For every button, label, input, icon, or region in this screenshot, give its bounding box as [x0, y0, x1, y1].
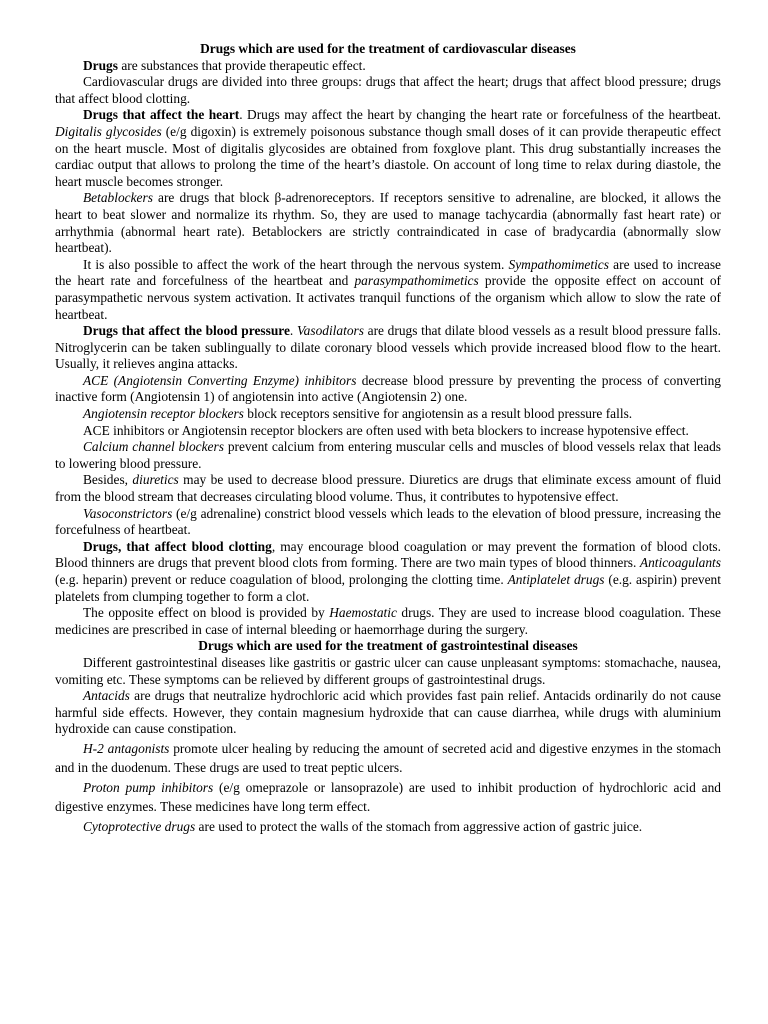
term-sympathomimetics: Sympathomimetics: [508, 256, 609, 272]
term-antiplatelet-drugs: Antiplatelet drugs: [507, 572, 605, 587]
term-antacids: Antacids: [83, 688, 130, 704]
paragraph-gi-diseases: Different gastrointestinal diseases like gastritis or gastric ulcer can cause unpleasant symptoms: stomachache, nausea, vomiting etc. These symptoms can be relieved by different groups of gastrointestinal drugs.: [55, 654, 721, 687]
paragraph-cardiovascular-groups: Cardiovascular drugs are divided into three groups: drugs that affect the heart; drugs that affect blood pressure; drugs that affect blood clotting.: [55, 74, 721, 106]
paragraph-h2-antagonists: H-2 antagonists promote ulcer healing by reducing the amount of secreted acid and digestive enzymes in the stomach and in the duodenum. These drugs are used to treat peptic ulcers.: [55, 740, 721, 775]
term-anticoagulants: Anticoagulants: [639, 555, 721, 571]
term-h2-antagonists: H-2 antagonists: [83, 740, 170, 756]
paragraph-ace-inhibitors: ACE (Angiotensin Converting Enzyme) inhibitors decrease blood pressure by preventing the process of converting inactive form (Angiotensin 1) of angiotensin into active (Angiotensin 2) one.: [55, 372, 721, 405]
term-haemostatic: Haemostatic: [329, 605, 397, 621]
term-cytoprotective-drugs: Cytoprotective drugs: [83, 818, 196, 834]
term-calcium-channel-blockers: Calcium channel blockers: [83, 439, 224, 455]
term-drugs-affect-heart: Drugs that affect the heart: [83, 107, 240, 123]
paragraph-diuretics: Besides, diuretics may be used to decrease blood pressure. Diuretics are drugs that eliminate excess amount of fluid from the blood stream that decreases circulating blood volume. Thus, it contributes to hypotensive effect.: [55, 472, 721, 505]
term-drugs-affect-blood-pressure: Drugs that affect the blood pressure: [83, 323, 290, 339]
paragraph-combination-therapy: ACE inhibitors or Angiotensin receptor blockers are often used with beta blockers to increase hypotensive effect.: [83, 422, 689, 438]
paragraph-blood-pressure-drugs: Drugs that affect the blood pressure. Vasodilators are drugs that dilate blood vessels as a result blood pressure falls. Nitroglycerin can be taken sublingually to dilate coronary blood vessels which provide increased blood flow to the heart. Usually, it relieves angina attacks.: [55, 323, 721, 372]
term-vasoconstrictors: Vasoconstrictors: [83, 505, 173, 521]
paragraph-angiotensin-receptor-blockers: Angiotensin receptor blockers block receptors sensitive for angiotensin as a result blood pressure falls.: [83, 406, 633, 422]
paragraph-proton-pump-inhibitors: Proton pump inhibitors (e/g omeprazole or lansoprazole) are used to inhibit production of hydrochloric acid and digestive enzymes. These medicines have long term effect.: [55, 779, 721, 814]
paragraph-haemostatic: The opposite effect on blood is provided by Haemostatic drugs. They are used to increase blood coagulation. These medicines are prescribed in case of internal bleeding or haemorrhage during the surgery.: [55, 605, 721, 637]
term-diuretics: diuretics: [132, 472, 179, 488]
paragraph-nervous-system: It is also possible to affect the work of the heart through the nervous system. Sympathomimetics are used to increase the heart rate and forcefulness of the heartbeat and parasympathomimetics provide the opposite effect on account of parasympathetic nervous system activation. It activates tranquil functions of the organism which allow to slow the rate of heartbeat.: [55, 256, 721, 322]
term-drugs-affect-blood-clotting: Drugs, that affect blood clotting: [83, 538, 272, 554]
paragraph-cytoprotective-drugs: Cytoprotective drugs are used to protect the walls of the stomach from aggressive action of gastric juice.: [83, 818, 643, 834]
paragraph-blood-clotting: Drugs, that affect blood clotting, may encourage blood coagulation or may prevent the formation of blood clots. Blood thinners are drugs that prevent blood clots from forming. There are two main types of blood thinners. Anticoagulants (e.g. heparin) prevent or reduce coagulation of blood, prolonging the clotting time. Antiplatelet drugs (e.g. aspirin) prevent platelets from clumping together to form a clot.: [55, 538, 721, 604]
term-drugs: Drugs: [83, 57, 118, 73]
paragraph-vasoconstrictors: Vasoconstrictors (e/g adrenaline) constrict blood vessels which leads to the elevation of blood pressure, increasing the forcefulness of heartbeat.: [55, 505, 721, 538]
term-ace-inhibitors: ACE (Angiotensin Converting Enzyme) inhibitors: [83, 372, 357, 388]
term-parasympathomimetics: parasympathomimetics: [354, 273, 479, 289]
paragraph-drugs-definition: Drugs are substances that provide therapeutic effect.: [83, 57, 366, 73]
term-angiotensin-receptor-blockers: Angiotensin receptor blockers: [83, 406, 244, 422]
term-digitalis-glycosides: Digitalis glycosides: [55, 123, 162, 139]
section-title-gastrointestinal: Drugs which are used for the treatment of gastrointestinal diseases: [198, 638, 578, 654]
term-betablockers: Betablockers: [83, 190, 153, 206]
term-vasodilators: Vasodilators: [296, 323, 364, 339]
paragraph-calcium-channel-blockers: Calcium channel blockers prevent calcium from entering muscular cells and muscles of blood vessels relax that leads to lowering blood pressure.: [55, 439, 721, 471]
section-title-cardiovascular: Drugs which are used for the treatment of cardiovascular diseases: [200, 41, 576, 56]
paragraph-betablockers: Betablockers are drugs that block β-adrenoreceptors. If receptors sensitive to adrenaline, are blocked, it allows the heart to beat slower and normalize its rhythm. So, they are used to manage tachycardia (abnormally fast heart rate) or arrhythmia (abnormal heart rate). Betablockers are strictly contraindicated in case of bradycardia (abnormally slow heartbeat).: [55, 190, 721, 256]
paragraph-drugs-affect-heart: Drugs that affect the heart. Drugs may affect the heart by changing the heart rate or forcefulness of the heartbeat. Digitalis glycosides (e/g digoxin) is extremely poisonous substance though small doses of it can provide therapeutic effect on the heart muscle. Most of digitalis glycosides are obtained from foxglove plant. This drug substantially increases the cardiac output that allows to prolong the time of the heart’s diastole. On account of long time to relax during diastole, the heart muscle becomes stronger.: [55, 107, 722, 189]
paragraph-antacids: Antacids are drugs that neutralize hydrochloric acid which provides fast pain relief. Antacids ordinarily do not cause harmful side effects. However, they contain magnesium hydroxide that can cause diarrhea, while drugs with aluminium hydroxide can cause constipation.: [55, 688, 721, 737]
term-proton-pump-inhibitors: Proton pump inhibitors: [83, 779, 214, 795]
